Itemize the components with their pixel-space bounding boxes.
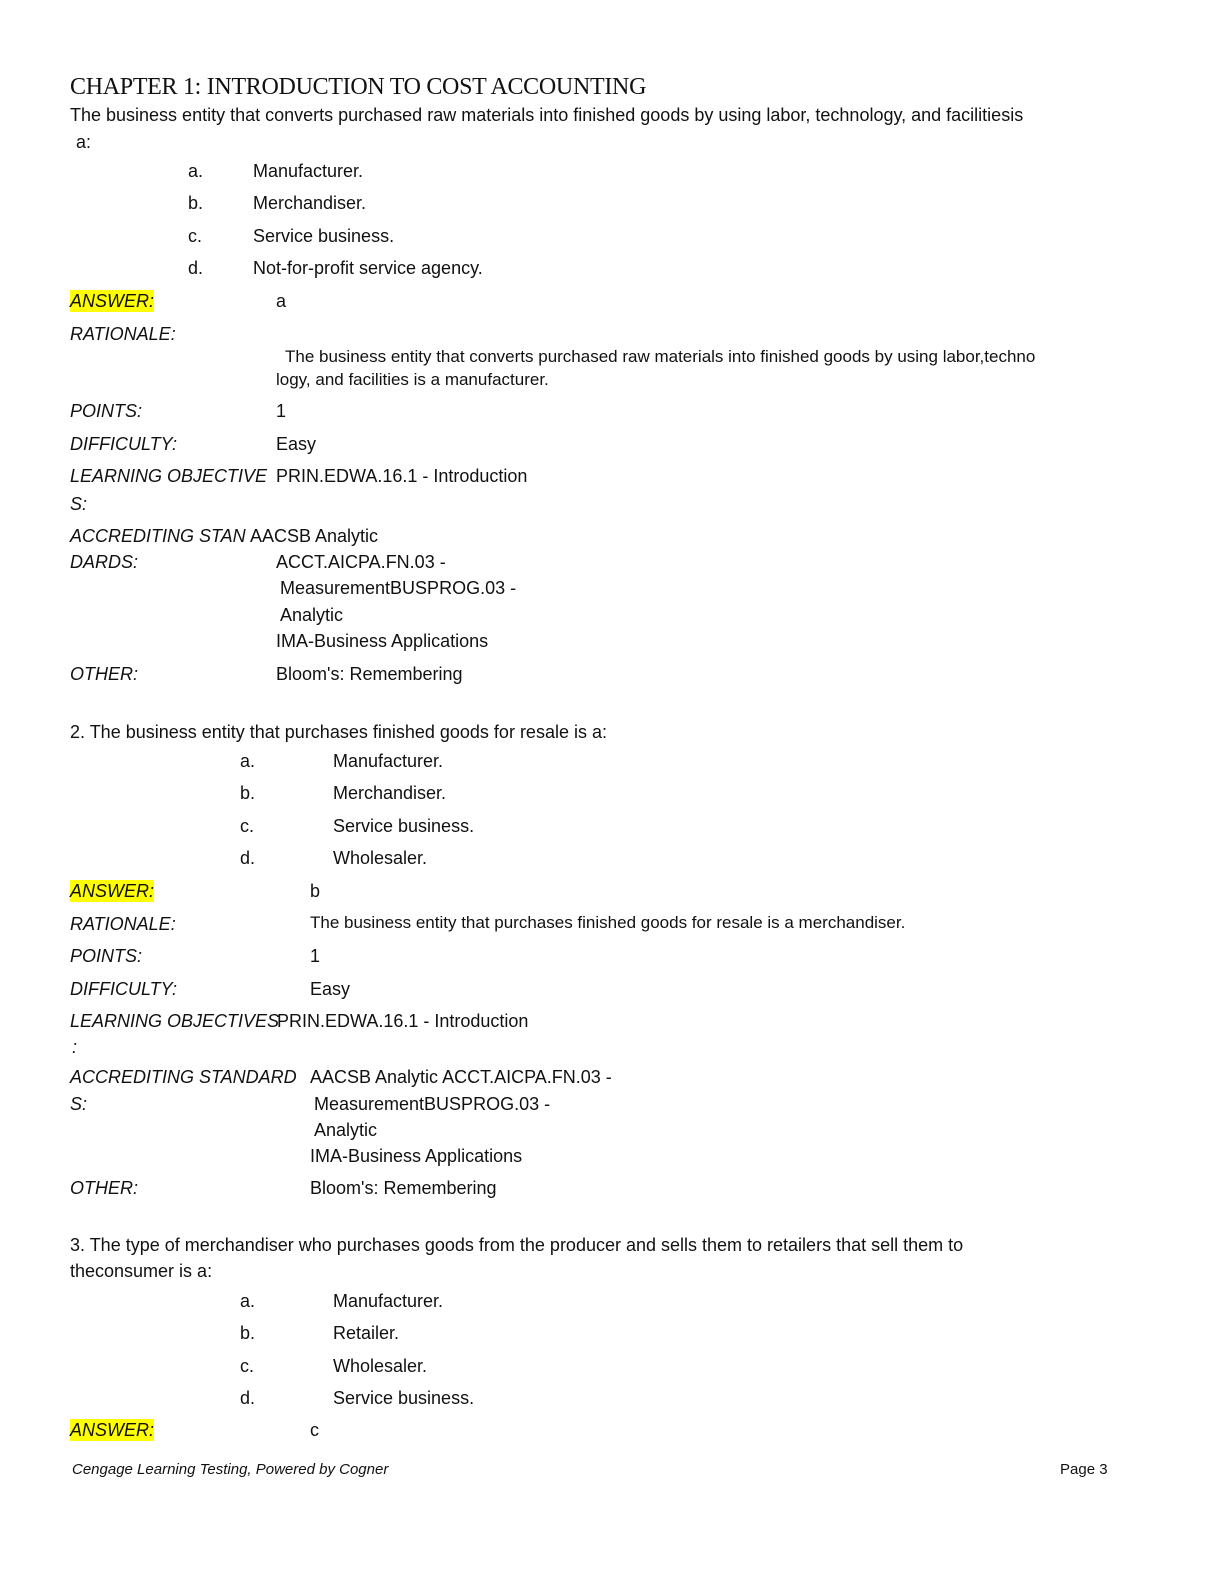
q1-accrediting-label-line2: DARDS: [70, 552, 139, 572]
q2-option-d-text: Wholesaler. [333, 848, 428, 868]
q2-difficulty-value: Easy [310, 979, 351, 999]
q1-accrediting-line1: AACSB Analytic [250, 526, 379, 546]
q1-option-a-letter: a. [188, 161, 204, 181]
q1-other-value: Bloom's: Remembering [276, 664, 463, 684]
q1-learning-objective-label-line1: LEARNING OBJECTIVE [70, 466, 268, 486]
q3-option-a-text: Manufacturer. [333, 1291, 444, 1311]
q2-option-b-letter: b. [240, 783, 256, 803]
question-1-stem-line2: a: [76, 132, 92, 152]
question-1-stem-line1: The business entity that converts purchased raw materials into finished goods by using labor, technology, and facilitiesis [70, 105, 1024, 125]
q3-option-c-text: Wholesaler. [333, 1356, 428, 1376]
q1-rationale-line1: The business entity that converts purchased raw materials into finished goods by using labor,techno [285, 347, 1036, 366]
q1-option-b-text: Merchandiser. [253, 193, 367, 213]
q3-option-b-text: Retailer. [333, 1323, 400, 1343]
q1-difficulty-value: Easy [276, 434, 317, 454]
q2-points-value: 1 [310, 946, 321, 966]
q2-accrediting-line3: Analytic [314, 1120, 378, 1140]
q2-answer-label: ANSWER: [70, 881, 155, 901]
q2-learning-objective-label-line2: : [72, 1037, 78, 1057]
q1-accrediting-line3: MeasurementBUSPROG.03 - [280, 578, 517, 598]
q1-option-c-text: Service business. [253, 226, 395, 246]
question-2-stem: 2. The business entity that purchases finished goods for resale is a: [70, 722, 607, 742]
q1-other-label: OTHER: [70, 664, 139, 684]
q2-other-value: Bloom's: Remembering [310, 1178, 497, 1198]
q3-option-d-letter: d. [240, 1388, 256, 1408]
q2-accrediting-line1: AACSB Analytic ACCT.AICPA.FN.03 - [310, 1067, 612, 1087]
footer-publisher: Cengage Learning Testing, Powered by Cogner [72, 1461, 389, 1478]
q2-learning-objective-value: PRIN.EDWA.16.1 - Introduction [277, 1011, 529, 1031]
q1-answer-value: a [276, 291, 287, 311]
q3-answer-value: c [310, 1420, 319, 1440]
q2-rationale-value: The business entity that purchases finished goods for resale is a merchandiser. [310, 913, 906, 932]
q3-option-b-letter: b. [240, 1323, 256, 1343]
q2-other-label: OTHER: [70, 1178, 139, 1198]
q3-option-d-text: Service business. [333, 1388, 475, 1408]
q3-option-a-letter: a. [240, 1291, 256, 1311]
q3-option-c-letter: c. [240, 1356, 255, 1376]
q2-accrediting-label-line1: ACCREDITING STANDARD [70, 1067, 297, 1087]
footer-page-number: Page 3 [1060, 1461, 1108, 1478]
q2-option-c-letter: c. [240, 816, 255, 836]
q1-accrediting-line2: ACCT.AICPA.FN.03 - [276, 552, 446, 572]
q2-option-b-text: Merchandiser. [333, 783, 447, 803]
q1-points-value: 1 [276, 401, 287, 421]
q2-learning-objective-label-line1: LEARNING OBJECTIVES [70, 1011, 280, 1031]
q2-option-a-letter: a. [240, 751, 256, 771]
q2-accrediting-line2: MeasurementBUSPROG.03 - [314, 1094, 551, 1114]
q2-difficulty-label: DIFFICULTY: [70, 979, 177, 999]
q1-option-d-letter: d. [188, 258, 204, 278]
q1-points-label: POINTS: [70, 401, 143, 421]
q1-accrediting-line4: Analytic [280, 605, 344, 625]
q2-accrediting-line4: IMA-Business Applications [310, 1146, 523, 1166]
chapter-title: CHAPTER 1: INTRODUCTION TO COST ACCOUNTING [70, 74, 647, 100]
q1-difficulty-label: DIFFICULTY: [70, 434, 177, 454]
q2-rationale-label: RATIONALE: [70, 914, 176, 934]
q1-option-d-text: Not-for-profit service agency. [253, 258, 483, 278]
q3-answer-label: ANSWER: [70, 1420, 155, 1440]
q1-learning-objective-label-line2: S: [70, 494, 88, 514]
q2-option-a-text: Manufacturer. [333, 751, 444, 771]
q1-answer-label: ANSWER: [70, 291, 155, 311]
q1-option-c-letter: c. [188, 226, 203, 246]
question-3-stem-line1: 3. The type of merchandiser who purchases goods from the producer and sells them to retailers that sell them to [70, 1235, 964, 1255]
q2-points-label: POINTS: [70, 946, 143, 966]
q1-learning-objective-value: PRIN.EDWA.16.1 - Introduction [276, 466, 528, 486]
q2-accrediting-label-line2: S: [70, 1094, 88, 1114]
q1-rationale-line2: logy, and facilities is a manufacturer. [276, 370, 549, 389]
q2-option-d-letter: d. [240, 848, 256, 868]
question-3-stem-line2: theconsumer is a: [70, 1261, 213, 1281]
q1-option-b-letter: b. [188, 193, 204, 213]
q1-option-a-text: Manufacturer. [253, 161, 364, 181]
q1-accrediting-line5: IMA-Business Applications [276, 631, 489, 651]
q2-option-c-text: Service business. [333, 816, 475, 836]
q1-accrediting-label-line1: ACCREDITING STAN [70, 526, 246, 546]
q2-answer-value: b [310, 881, 321, 901]
q1-rationale-label: RATIONALE: [70, 324, 176, 344]
